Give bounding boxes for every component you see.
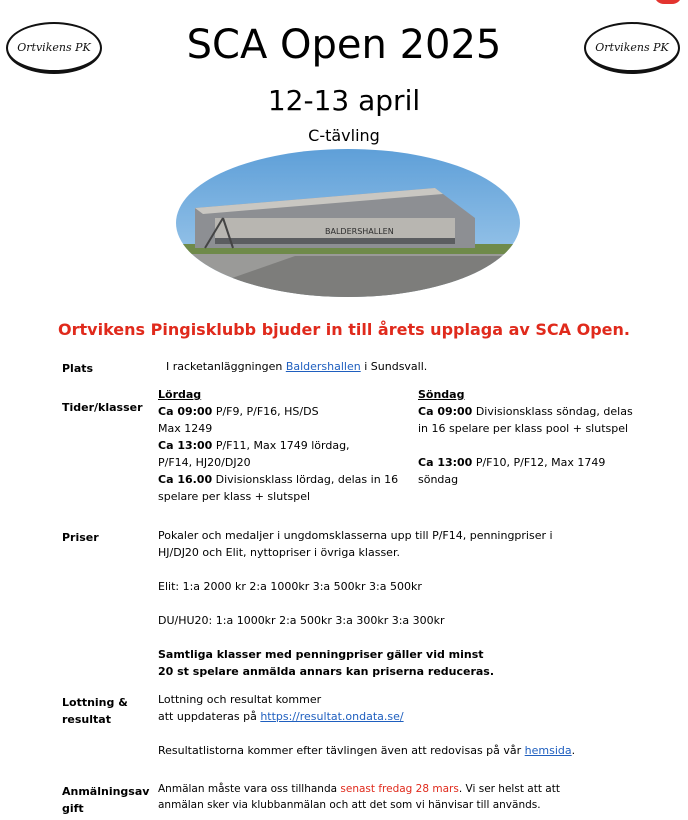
lottning-line-2-pre: att uppdateras på xyxy=(158,710,261,723)
event-date: 12-13 april xyxy=(267,84,421,117)
priser-note-1: Samtliga klasser med penningpriser gäller vid minst xyxy=(158,648,484,661)
avgift-line-2: anmälan sker via klubbanmälan och att det som vi hänvisar till används. xyxy=(158,799,541,811)
sat-text-1: P/F9, P/F16, HS/DS xyxy=(212,405,319,418)
plats-post: i Sundsvall. xyxy=(360,360,428,373)
sun-time-1: Ca 09:00 xyxy=(418,405,473,418)
sat-text-2: P/F11, Max 1749 lördag, xyxy=(212,439,350,452)
lottning-label-1: Lottning & xyxy=(62,696,128,709)
sat-line-2b: P/F14, HJ20/DJ20 xyxy=(158,456,251,469)
sat-time-1: Ca 09:00 xyxy=(158,405,213,418)
sun-text-1: Divisionsklass söndag, delas xyxy=(472,405,633,418)
logo-text-left: Ortvikens PK xyxy=(17,40,91,54)
avgift-pre: Anmälan måste vara oss tillhanda xyxy=(158,783,341,795)
avgift-text xyxy=(158,781,678,813)
sunday-schedule xyxy=(418,386,678,488)
invite-headline: Ortvikens Pingisklubb bjuder in till årets upplaga av SCA Open. xyxy=(58,320,630,339)
lottning-line-1: Lottning och resultat kommer xyxy=(158,693,322,706)
sat-time-2: Ca 13:00 xyxy=(158,439,213,452)
sat-line-1b: Max 1249 xyxy=(158,422,213,435)
baldershallen-photo xyxy=(175,148,521,298)
sat-line-3b: spelare per klass + slutspel xyxy=(158,490,311,503)
sun-line-2b: söndag xyxy=(418,473,459,486)
avgift-label-2: gift xyxy=(62,802,84,815)
avgift-deadline: senast fredag 28 mars xyxy=(340,783,459,795)
avgift-label xyxy=(62,783,149,817)
corner-decoration xyxy=(654,0,682,4)
lottning-text xyxy=(158,691,678,759)
hall-sign: BALDERSHALLEN xyxy=(325,227,394,236)
sunday-heading: Söndag xyxy=(418,388,465,401)
avgift-post: . Vi ser helst att att xyxy=(458,783,560,795)
event-subtitle: C-tävling xyxy=(308,126,380,145)
page-title: SCA Open 2025 xyxy=(186,22,502,68)
priser-du: DU/HU20: 1:a 1000kr 2:a 500kr 3:a 300kr 3:a 300kr xyxy=(158,614,445,627)
lottning-label xyxy=(62,694,128,728)
priser-note-2: 20 st spelare anmälda annars kan priserna reduceras. xyxy=(158,665,495,678)
tider-label: Tider/klasser xyxy=(62,401,143,414)
baldershallen-link[interactable]: Baldershallen xyxy=(285,360,361,373)
priser-label: Priser xyxy=(62,531,99,544)
saturday-schedule xyxy=(158,386,408,505)
priser-text xyxy=(158,527,678,680)
lottning-line-3-pre: Resultatlistorna kommer efter tävlingen även att redovisas på vår xyxy=(158,744,525,757)
priser-line-1: Pokaler och medaljer i ungdomsklasserna upp till P/F14, penningpriser i xyxy=(158,529,553,542)
priser-elit: Elit: 1:a 2000 kr 2:a 1000kr 3:a 500kr 3:a 500kr xyxy=(158,580,422,593)
priser-line-2: HJ/DJ20 och Elit, nyttopriser i övriga klasser. xyxy=(158,546,400,559)
plats-pre: I racketanläggningen xyxy=(166,360,286,373)
ondata-link[interactable]: https://resultat.ondata.se/ xyxy=(260,710,404,723)
sat-time-3: Ca 16.00 xyxy=(158,473,213,486)
sat-text-3: Divisionsklass lördag, delas in 16 xyxy=(212,473,399,486)
lottning-line-3-post: . xyxy=(571,744,576,757)
logo-text-right: Ortvikens PK xyxy=(595,40,669,54)
plats-label: Plats xyxy=(62,362,94,375)
avgift-label-1: Anmälningsav xyxy=(62,785,150,798)
lottning-label-2: resultat xyxy=(62,713,111,726)
sun-text-2: P/F10, P/F12, Max 1749 xyxy=(472,456,606,469)
saturday-heading: Lördag xyxy=(158,388,202,401)
sun-time-2: Ca 13:00 xyxy=(418,456,473,469)
plats-text xyxy=(166,358,427,375)
sun-line-1b: in 16 spelare per klass pool + slutspel xyxy=(418,422,629,435)
hemsida-link[interactable]: hemsida xyxy=(524,744,572,757)
